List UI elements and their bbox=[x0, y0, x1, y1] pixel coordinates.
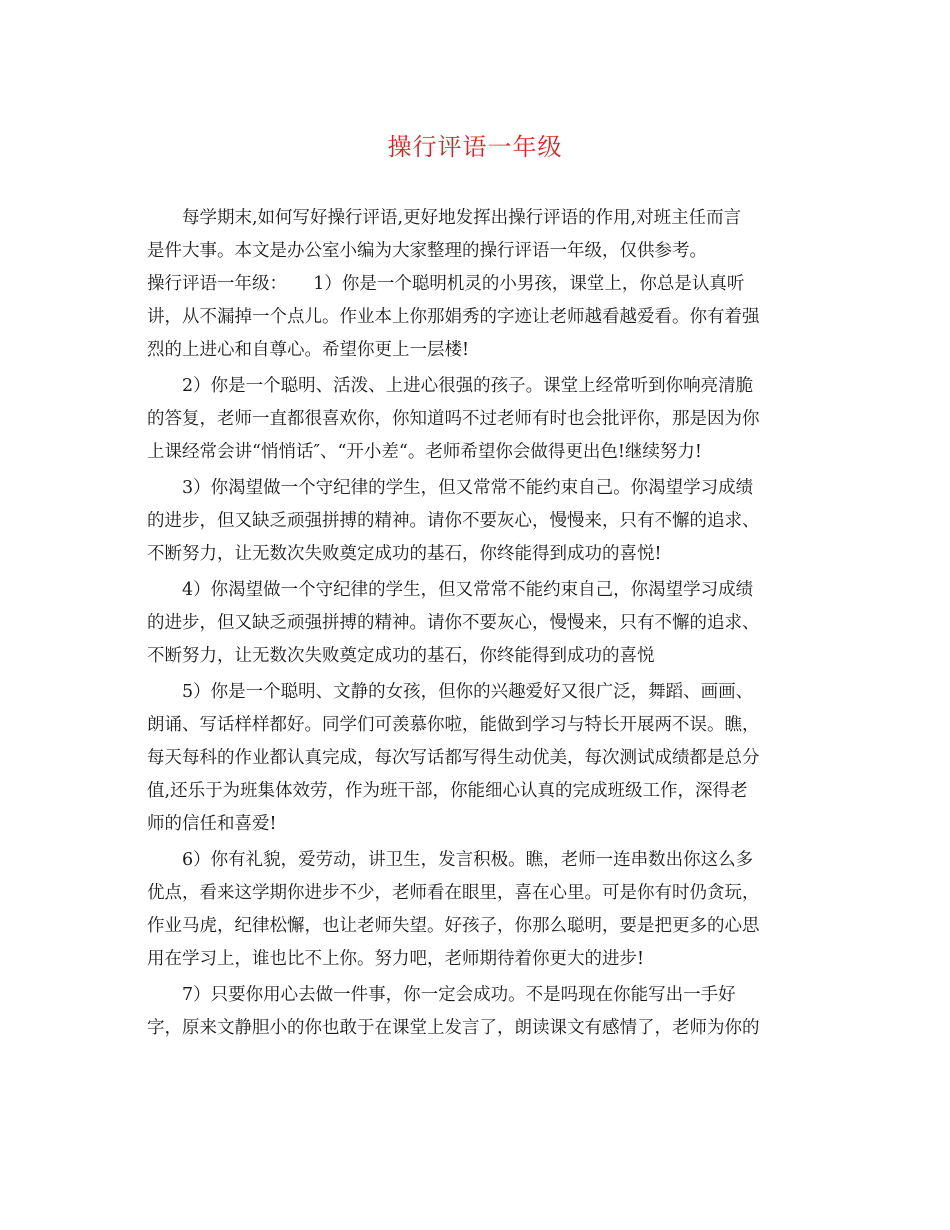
text-line: 5）你是一个聪明、文静的女孩，但你的兴趣爱好又很广泛，舞蹈、画画、 bbox=[147, 682, 754, 702]
document-body bbox=[147, 202, 807, 1045]
text-line: 7）只要你用心去做一件事，你一定会成功。不是吗现在你能写出一手好 bbox=[147, 985, 736, 1005]
text-line: 上课经常会讲“悄悄话″、“开小差“。老师希望你会做得更出色!继续努力! bbox=[147, 442, 702, 462]
text-line: 的进步，但又缺乏顽强拼搏的精神。请你不要灰心，慢慢来，只有不懈的追求、 bbox=[147, 613, 760, 633]
text-line: 每天每科的作业都认真完成，每次写话都写得生动优美，每次测试成绩都是总分 bbox=[147, 748, 760, 768]
text-line: 不断努力，让无数次失败奠定成功的基石，你终能得到成功的喜悦! bbox=[147, 544, 662, 564]
text-line: 烈的上进心和自尊心。希望你更上一层楼! bbox=[147, 340, 470, 360]
text-line: 2）你是一个聪明、活泼、上进心很强的孩子。课堂上经常听到你响亮清脆 bbox=[147, 376, 754, 396]
text-line: 的答复，老师一直都很喜欢你，你知道吗不过老师有时也会批评你，那是因为你 bbox=[147, 409, 760, 429]
text-line: 3）你渴望做一个守纪律的学生，但又常常不能约束自己。你渴望学习成绩 bbox=[147, 478, 754, 498]
text-line: 是件大事。本文是办公室小编为大家整理的操行评语一年级，仅供参考。 bbox=[147, 241, 707, 261]
text-line: 用在学习上，谁也比不上你。努力吧，老师期待着你更大的进步! bbox=[147, 949, 645, 969]
text-line: 值,还乐于为班集体效劳，作为班干部，你能细心认真的完成班级工作，深得老 bbox=[147, 781, 748, 801]
text-line: 每学期末,如何写好操行评语,更好地发挥出操行评语的作用,对班主任而言 bbox=[147, 208, 742, 228]
text-line: 师的信任和喜爱! bbox=[147, 814, 277, 834]
text-line: 的进步，但又缺乏顽强拼搏的精神。请你不要灰心，慢慢来，只有不懈的追求、 bbox=[147, 511, 760, 531]
text-line: 6）你有礼貌，爱劳动，讲卫生，发言积极。瞧，老师一连串数出你这么多 bbox=[147, 850, 754, 870]
text-line: 不断努力，让无数次失败奠定成功的基石，你终能得到成功的喜悦 bbox=[147, 646, 655, 666]
text-line: 操行评语一年级： 1）你是一个聪明机灵的小男孩，课堂上，你总是认真听 bbox=[147, 274, 745, 294]
text-line: 优点，看来这学期你进步不少，老师看在眼里，喜在心里。可是你有时仍贪玩， bbox=[147, 883, 760, 903]
text-line: 字，原来文静胆小的你也敢于在课堂上发言了，朗读课文有感情了，老师为你的 bbox=[147, 1018, 760, 1038]
text-line: 朗诵、写话样样都好。同学们可羡慕你啦，能做到学习与特长开展两不误。瞧， bbox=[147, 715, 760, 735]
text-line: 讲，从不漏掉一个点儿。作业本上你那娟秀的字迹让老师越看越爱看。你有着强 bbox=[147, 307, 760, 327]
text-line: 作业马虎，纪律松懈，也让老师失望。好孩子，你那么聪明，要是把更多的心思 bbox=[147, 916, 760, 936]
text-line: 4）你渴望做一个守纪律的学生，但又常常不能约束自己，你渴望学习成绩 bbox=[147, 580, 754, 600]
document-title: 操行评语一年级 bbox=[387, 133, 563, 161]
